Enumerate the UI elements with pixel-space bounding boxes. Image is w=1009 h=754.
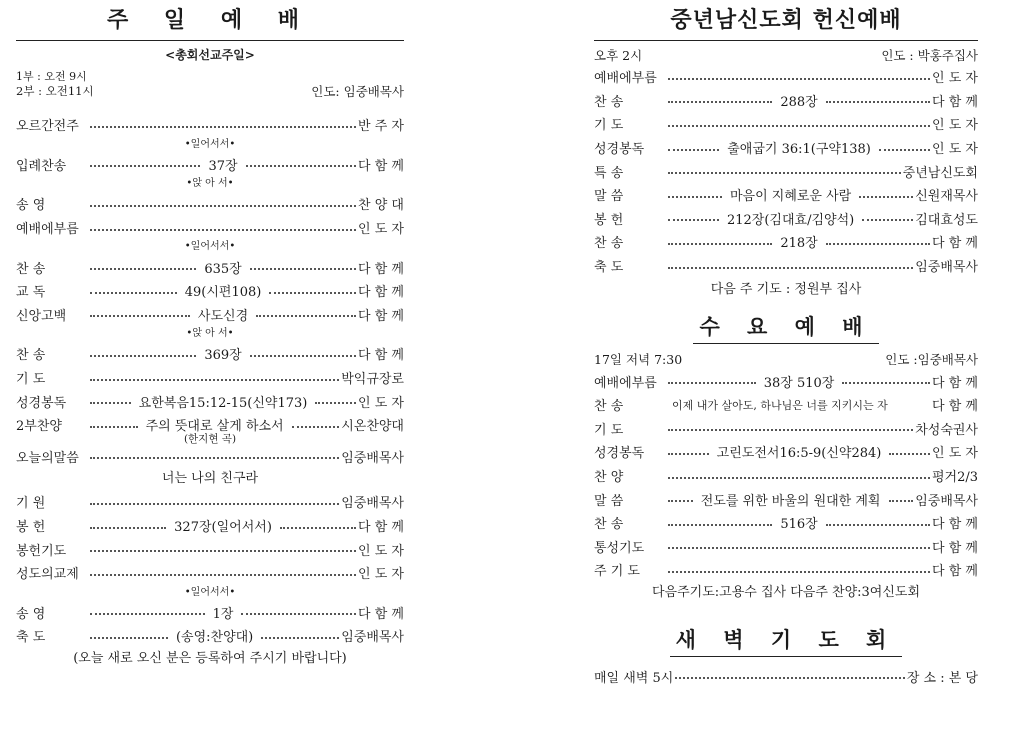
- row-leader: [90, 499, 339, 505]
- sunday-service-title: 주 일 예 배: [107, 7, 313, 33]
- row-label: 기 도: [594, 118, 624, 134]
- row-leader: [90, 258, 356, 277]
- row-detail: 이제 내가 살아도, 하나님은 너를 지키시는 자: [672, 398, 888, 412]
- row-value: 임중배목사: [341, 496, 404, 512]
- row-value: 다 함 께: [358, 606, 404, 622]
- row-value: 다 함 께: [358, 158, 404, 174]
- row-label: 찬 송: [594, 517, 624, 533]
- order-row: [594, 369, 978, 393]
- row-leader: [90, 570, 356, 576]
- row-leader: [90, 281, 356, 300]
- row-value: 임중배목사: [341, 630, 404, 646]
- row-label: 예배에부름: [594, 71, 657, 87]
- order-row: [594, 535, 978, 559]
- sunday-order-list: [16, 113, 404, 670]
- row-label: 입례찬송: [16, 158, 67, 174]
- order-row: [594, 511, 978, 535]
- row-value: 중년남신도회: [902, 165, 978, 181]
- row-detail: (송영:찬양대): [175, 630, 254, 646]
- row-value: 다 함 께: [932, 94, 978, 110]
- order-row: [16, 216, 404, 240]
- row-leader: [90, 392, 356, 411]
- order-row: [594, 89, 978, 113]
- row-label: 축 도: [16, 630, 46, 646]
- row-label: 찬 송: [16, 261, 46, 277]
- order-row: [594, 254, 978, 278]
- row-label: 송 영: [16, 606, 46, 622]
- dawn-prayer-title: 새 벽 기 도 회: [670, 624, 903, 657]
- row-value: 시온찬양대: [341, 419, 404, 435]
- order-row: [16, 153, 404, 177]
- evening-time: 오후 2시: [594, 48, 643, 63]
- row-label: 기 도: [16, 372, 46, 388]
- next-prayer-note: 다음 주 기도 : 정원부 집사: [710, 282, 862, 298]
- order-row: [594, 65, 978, 89]
- order-row: [594, 393, 978, 417]
- service-time-2: 2부 : 오전11시: [16, 84, 94, 98]
- order-row: [594, 207, 978, 231]
- order-row: [594, 464, 978, 488]
- row-value: 다 함 께: [358, 261, 404, 277]
- row-label: 기 도: [594, 422, 624, 438]
- row-label: 찬 양: [594, 470, 624, 486]
- row-leader: [668, 513, 930, 532]
- row-leader: [90, 603, 356, 622]
- evening-leader: 인도 : 박홍주집사: [881, 48, 978, 63]
- row-value: 반 주 자: [358, 119, 404, 135]
- row-label: 봉헌기도: [16, 543, 67, 559]
- row-label: 특 송: [594, 165, 624, 181]
- order-row: [594, 136, 978, 160]
- order-row: [16, 561, 404, 585]
- row-value: 다 함 께: [932, 375, 978, 391]
- row-detail: 327장(일어서서): [174, 520, 272, 536]
- row-leader: [668, 121, 930, 127]
- wednesday-time-row: [594, 350, 978, 369]
- row-value: 다 함 께: [932, 564, 978, 580]
- row-label: 찬 송: [594, 399, 624, 415]
- row-leader: [668, 209, 913, 228]
- row-label: 신앙고백: [16, 308, 67, 324]
- dawn-prayer-row: [594, 665, 978, 689]
- row-leader: [668, 185, 913, 204]
- center-text: 너는 나의 친구라: [161, 471, 259, 487]
- row-label: 봉 헌: [594, 212, 624, 228]
- row-leader: [668, 372, 930, 391]
- posture-note: •일어서서•: [184, 586, 236, 598]
- row-label: 2부찬양: [16, 419, 62, 435]
- row-value: 인 도 자: [358, 567, 404, 583]
- row-value: 인 도 자: [358, 395, 404, 411]
- row-leader: [90, 626, 339, 645]
- title-divider: [16, 40, 404, 41]
- row-value: 임중배목사: [341, 450, 404, 466]
- row-value: 김대효성도: [915, 212, 978, 228]
- wednesday-footer: 다음주기도:고용수 집사 다음주 찬양:3여신도회: [651, 584, 921, 600]
- sunday-subtitle: <총회선교주일>: [165, 48, 255, 62]
- order-row: [16, 537, 404, 561]
- order-row: [16, 366, 404, 390]
- title-divider: [594, 40, 978, 41]
- order-row: [594, 183, 978, 207]
- row-value: 임중배목사: [915, 493, 978, 509]
- service-time-row: [16, 84, 404, 99]
- row-label: 찬 송: [16, 348, 46, 364]
- row-label: 찬 송: [594, 236, 624, 252]
- row-value: 인 도 자: [358, 222, 404, 238]
- row-value: 차성숙권사: [915, 422, 978, 438]
- row-detail: 369장: [204, 348, 242, 364]
- row-label: 성경봉독: [594, 142, 645, 158]
- row-label: 오늘의말씀: [16, 450, 79, 466]
- order-row: [16, 514, 404, 538]
- row-detail: 주의 뜻대로 살게 하소서: [145, 419, 284, 435]
- row-leader: [668, 425, 913, 431]
- row-detail: 고린도전서16:5-9(신약284): [716, 446, 882, 462]
- row-leader: [668, 397, 930, 413]
- order-row: [594, 558, 978, 582]
- posture-note: (한지현 곡): [183, 432, 237, 445]
- row-detail: 212장(김대효/김양석): [726, 212, 855, 228]
- row-label: 말 씀: [594, 493, 624, 509]
- posture-note: •앉 아 서•: [186, 178, 234, 190]
- row-detail: 218장: [780, 236, 818, 252]
- row-leader: [90, 516, 356, 535]
- row-detail: 전도를 위한 바울의 원대한 계획: [700, 493, 881, 509]
- dawn-title-wrap: [594, 624, 978, 657]
- sunday-service-column: [16, 0, 404, 670]
- row-detail: 사도신경: [197, 308, 249, 324]
- row-value: 다 함 께: [932, 540, 978, 556]
- row-leader: [90, 344, 356, 363]
- row-detail: 37장: [208, 158, 238, 174]
- order-row: [16, 601, 404, 625]
- row-label: 찬 송: [594, 94, 624, 110]
- order-row: [594, 417, 978, 441]
- row-value: 신원재목사: [915, 189, 978, 205]
- row-label: 예배에부름: [16, 222, 79, 238]
- row-leader: [668, 168, 901, 174]
- row-leader: [90, 453, 339, 459]
- row-detail: 요한복음15:12-15(신약173): [138, 395, 308, 411]
- row-value: 다 함 께: [358, 308, 404, 324]
- row-value: 다 함 께: [932, 236, 978, 252]
- wednesday-leader: 인도 :임중배목사: [885, 352, 978, 368]
- row-label: 축 도: [594, 260, 624, 276]
- row-value: 다 함 께: [932, 517, 978, 533]
- row-leader: [90, 225, 356, 231]
- order-row: [16, 342, 404, 366]
- wednesday-service-title: 수 요 예 배: [693, 311, 878, 344]
- row-leader: [668, 138, 930, 157]
- row-leader: [668, 263, 913, 269]
- row-value: 인 도 자: [932, 118, 978, 134]
- service-leader: 인도: 임중배목사: [311, 84, 404, 99]
- row-value: 다 함 께: [358, 285, 404, 301]
- row-value: 다 함 께: [358, 520, 404, 536]
- row-detail: 1장: [212, 606, 234, 622]
- order-row: [16, 389, 404, 413]
- row-label: 주 기 도: [594, 564, 640, 580]
- row-value: 인 도 자: [932, 71, 978, 87]
- row-leader: [675, 673, 905, 679]
- posture-note: •일어서서•: [184, 138, 236, 150]
- row-detail: 635장: [204, 261, 242, 277]
- row-value: 인 도 자: [358, 543, 404, 559]
- order-row: [594, 159, 978, 183]
- row-value: 박익규장로: [341, 372, 404, 388]
- row-leader: [90, 375, 339, 381]
- row-label: 봉 헌: [16, 520, 46, 536]
- order-row: [16, 113, 404, 137]
- order-row: [16, 192, 404, 216]
- row-leader: [90, 122, 356, 128]
- service-times: [16, 69, 404, 99]
- row-leader: [668, 473, 930, 479]
- row-label: 통성기도: [594, 540, 645, 556]
- row-leader: [668, 74, 930, 80]
- row-label: 성도의교제: [16, 567, 79, 583]
- row-leader: [668, 490, 913, 509]
- row-value: 다 함 께: [932, 399, 978, 415]
- row-leader: [668, 567, 930, 573]
- row-detail: 49(시편108): [184, 285, 262, 301]
- row-leader: [668, 543, 930, 549]
- order-row: [594, 230, 978, 254]
- row-detail: 288장: [780, 94, 818, 110]
- service-time-1: 1부 : 오전 9시: [16, 70, 87, 83]
- center-text: (오늘 새로 오신 분은 등록하여 주시기 바랍니다): [73, 650, 347, 666]
- row-leader: [90, 155, 356, 174]
- row-leader: [90, 305, 356, 324]
- wednesday-time: 17일 저녁 7:30: [594, 352, 683, 368]
- row-label: 기 원: [16, 496, 46, 512]
- evening-time-row: [594, 46, 978, 65]
- row-leader: [90, 201, 356, 207]
- row-label: 성경봉독: [16, 395, 67, 411]
- row-leader: [668, 232, 930, 251]
- posture-note: •일어서서•: [184, 241, 236, 253]
- order-row: [594, 112, 978, 136]
- row-value: 인 도 자: [932, 142, 978, 158]
- row-label: 예배에부름: [594, 375, 657, 391]
- order-row: [16, 279, 404, 303]
- row-label: 송 영: [16, 198, 46, 214]
- row-detail: 마음이 지혜로운 사람: [729, 189, 852, 205]
- order-row: [16, 445, 404, 469]
- row-value: 평거2/3: [931, 470, 978, 486]
- row-label: 성경봉독: [594, 446, 645, 462]
- wednesday-title-wrap: [594, 311, 978, 344]
- row-value: 임중배목사: [915, 260, 978, 276]
- order-row: [16, 255, 404, 279]
- order-row: [16, 490, 404, 514]
- row-label: 오르간전주: [16, 119, 79, 135]
- evening-service-column: [594, 0, 978, 688]
- row-value: 인 도 자: [932, 446, 978, 462]
- row-leader: [90, 546, 356, 552]
- row-detail: 38장 510장: [763, 375, 835, 391]
- order-row: [594, 440, 978, 464]
- wednesday-order-list: [594, 369, 978, 581]
- order-row: [16, 303, 404, 327]
- row-value: 장 소 : 본 당: [906, 670, 978, 686]
- row-leader: [668, 91, 930, 110]
- order-row: [594, 487, 978, 511]
- evening-order-list: [594, 65, 978, 277]
- row-detail: 516장: [780, 517, 818, 533]
- posture-note: •앉 아 서•: [186, 328, 234, 340]
- row-value: 다 함 께: [358, 348, 404, 364]
- order-row: [16, 624, 404, 648]
- row-value: 찬 양 대: [358, 198, 404, 214]
- row-label: 교 독: [16, 285, 46, 301]
- row-leader: [668, 442, 930, 461]
- row-label: 매일 새벽 5시: [594, 670, 674, 686]
- row-label: 말 씀: [594, 189, 624, 205]
- row-detail: 출애굽기 36:1(구약138): [727, 142, 871, 158]
- evening-service-title: 중년남신도회 헌신예배: [670, 7, 902, 33]
